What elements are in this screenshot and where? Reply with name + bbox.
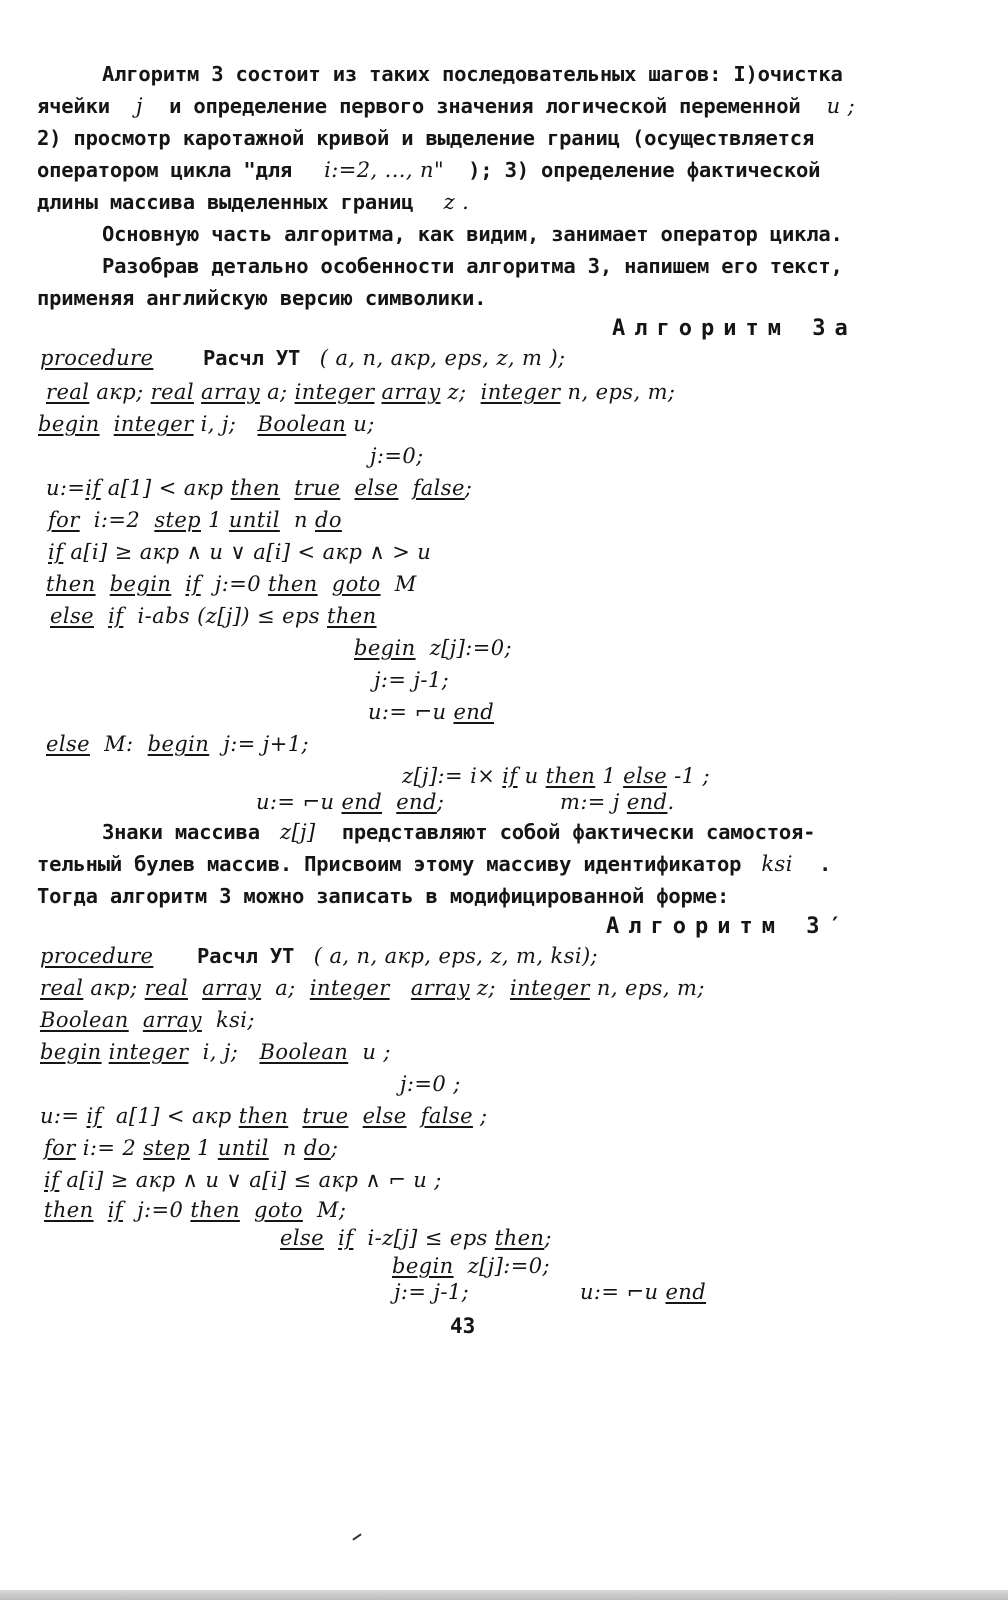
keyword: real xyxy=(144,976,188,1000)
code-text xyxy=(382,790,396,814)
keyword: if xyxy=(502,764,518,788)
algorithm-3a-line xyxy=(256,790,444,814)
keyword: begin xyxy=(392,1254,454,1278)
intro-text: ячейки xyxy=(37,94,110,118)
keyword: procedure xyxy=(40,944,154,968)
code-text: n xyxy=(268,1136,304,1160)
code-text: i, j; xyxy=(188,1040,260,1064)
keyword: goto xyxy=(254,1198,303,1222)
intro-formula: i:=2, ..., n" xyxy=(324,158,444,182)
code-text: M xyxy=(380,572,417,596)
code-text: 1 xyxy=(201,508,229,532)
code-text: i, j; xyxy=(193,412,258,436)
middle-text: представляют собой фактически самостоя- xyxy=(341,820,816,844)
keyword: end xyxy=(341,790,383,814)
keyword: if xyxy=(86,1104,102,1128)
keyword: then xyxy=(46,572,96,596)
keyword: end xyxy=(453,700,495,724)
intro-formula: j xyxy=(136,94,143,118)
keyword: else xyxy=(354,476,399,500)
code-text xyxy=(94,1198,108,1222)
keyword: if xyxy=(108,604,124,628)
algorithm-3a-line xyxy=(402,764,710,788)
code-text: u; xyxy=(346,412,375,436)
keyword: false xyxy=(420,1104,473,1128)
code-text: a[i] ≥ акр ∧ u ∨ a[i] ≤ акр ∧ ⌐ u ; xyxy=(59,1168,442,1192)
keyword: else xyxy=(280,1226,324,1250)
keyword: array xyxy=(202,976,262,1000)
code-text: m:= j xyxy=(560,790,627,814)
algorithm-3prime-line xyxy=(40,944,598,968)
stray-mark xyxy=(352,1533,361,1540)
algorithm-3prime-line xyxy=(40,976,705,1000)
code-text xyxy=(324,1226,338,1250)
code-text xyxy=(240,1198,254,1222)
code-text xyxy=(288,1104,302,1128)
code-text xyxy=(398,476,412,500)
code-text: z[j]:= i× xyxy=(402,764,503,788)
keyword: true xyxy=(294,476,341,500)
middle-formula: z[j] xyxy=(280,820,316,844)
code-text xyxy=(100,412,114,436)
algorithm-3prime-line xyxy=(44,1198,346,1222)
keyword: true xyxy=(302,1104,349,1128)
keyword: else xyxy=(46,732,90,756)
algorithm-3a-line xyxy=(46,572,417,596)
algorithm-3a-line xyxy=(48,540,431,564)
algorithm-3a-line xyxy=(46,380,675,404)
code-text: z; xyxy=(440,380,481,404)
code-text: ; xyxy=(472,1104,488,1128)
procedure-args: ( a, n, акр, eps, z, m ); xyxy=(319,346,566,370)
algorithm-3a-line xyxy=(368,700,494,724)
middle-line-2 xyxy=(37,852,831,876)
code-text: u:= xyxy=(46,476,86,500)
keyword: then xyxy=(327,604,377,628)
keyword: array xyxy=(410,976,470,1000)
algorithm-3prime-line xyxy=(40,1040,391,1064)
code-text xyxy=(407,1104,421,1128)
keyword: end xyxy=(396,790,437,814)
keyword: else xyxy=(50,604,94,628)
middle-text: Знаки массива xyxy=(102,820,260,844)
keyword: array xyxy=(201,380,261,404)
keyword: do xyxy=(303,1136,331,1160)
keyword: until xyxy=(217,1136,269,1160)
procedure-name: Расчл УТ xyxy=(203,346,301,370)
code-text: u:= ⌐u xyxy=(580,1280,666,1304)
algorithm-3a-line: j:= j-1; xyxy=(374,668,450,692)
procedure-name: Расчл УТ xyxy=(197,944,295,968)
intro-text: длины массива выделенных границ xyxy=(37,190,414,214)
code-text xyxy=(390,976,411,1000)
middle-text: . xyxy=(818,852,832,876)
intro-text: оператором цикла "для xyxy=(37,158,292,182)
algorithm-3a-line xyxy=(354,636,512,660)
code-text: 1 xyxy=(189,1136,218,1160)
algorithm-3prime-line xyxy=(40,1104,488,1128)
keyword: until xyxy=(228,508,280,532)
code-text: u:= ⌐u xyxy=(368,700,454,724)
code-text: M: xyxy=(89,732,148,756)
code-text xyxy=(96,572,110,596)
intro-formula: u ; xyxy=(826,94,856,118)
code-text: z[j]:=0; xyxy=(415,636,512,660)
code-text xyxy=(340,476,354,500)
keyword: if xyxy=(338,1226,354,1250)
code-text: акр; xyxy=(89,380,151,404)
code-text: j:=0 xyxy=(200,572,269,596)
code-text: j:= j+1; xyxy=(209,732,309,756)
keyword: then xyxy=(238,1104,289,1128)
algorithm-3prime-line: j:= j-1; xyxy=(394,1280,470,1304)
keyword: integer xyxy=(294,380,375,404)
code-text: . xyxy=(667,790,675,814)
keyword: then xyxy=(190,1198,240,1222)
code-text: u:= xyxy=(40,1104,87,1128)
code-text: акр; xyxy=(83,976,145,1000)
intro-formula: z . xyxy=(443,190,470,214)
keyword: begin xyxy=(354,636,416,660)
intro-line-6: Основную часть алгоритма, как видим, занимает оператор цикла. xyxy=(102,222,843,246)
middle-formula: ksi xyxy=(761,852,793,876)
algorithm-3a-line: j:=0; xyxy=(370,444,424,468)
code-text: ; xyxy=(436,790,445,814)
keyword: if xyxy=(185,572,201,596)
code-text: i-abs (z[j]) ≤ eps xyxy=(123,604,327,628)
code-text: n xyxy=(279,508,315,532)
keyword: integer xyxy=(309,976,390,1000)
keyword: do xyxy=(315,508,342,532)
algorithm-3a-line xyxy=(40,346,566,370)
keyword: begin xyxy=(38,412,100,436)
algorithm-3a-title: Алгоритм 3а xyxy=(612,316,857,341)
page-number: 43 xyxy=(450,1314,476,1338)
keyword: Boolean xyxy=(259,1040,349,1064)
algorithm-3a-line xyxy=(46,732,309,756)
code-text: a[i] ≥ акр ∧ u ∨ a[i] < акр ∧ > u xyxy=(63,540,432,564)
code-text: a[1] < акр xyxy=(100,476,231,500)
middle-line-1 xyxy=(102,820,815,844)
code-text xyxy=(188,976,202,1000)
code-text: ; xyxy=(330,1136,339,1160)
keyword: false xyxy=(412,476,465,500)
code-text: ; xyxy=(464,476,473,500)
code-text: n, eps, m; xyxy=(560,380,676,404)
algorithm-3prime-line: j:=0 ; xyxy=(400,1072,461,1096)
algorithm-3a-line xyxy=(48,508,342,532)
intro-text: и определение первого значения логической переменной xyxy=(169,94,801,118)
algorithm-3prime-line xyxy=(40,1008,255,1032)
algorithm-3a-line xyxy=(46,476,472,500)
keyword: then xyxy=(230,476,281,500)
middle-line-3: Тогда алгоритм 3 можно записать в модифицированной форме: xyxy=(37,884,730,908)
keyword: procedure xyxy=(40,346,154,370)
intro-line-1: Алгоритм 3 состоит из таких последовательных шагов: I)очистка xyxy=(102,62,843,86)
algorithm-3a-line xyxy=(50,604,377,628)
keyword: integer xyxy=(113,412,194,436)
code-text: ; xyxy=(544,1226,552,1250)
keyword: begin xyxy=(147,732,210,756)
keyword: integer xyxy=(510,976,590,1000)
code-text: i-z[j] ≤ eps xyxy=(353,1226,495,1250)
keyword: then xyxy=(268,572,318,596)
code-text: z[j]:=0; xyxy=(453,1254,550,1278)
keyword: real xyxy=(46,380,90,404)
algorithm-3a-line xyxy=(38,412,375,436)
code-text: ksi; xyxy=(201,1008,255,1032)
keyword: if xyxy=(44,1168,60,1192)
code-text xyxy=(194,380,201,404)
code-text xyxy=(280,476,294,500)
algorithm-3a-line xyxy=(560,790,675,814)
keyword: else xyxy=(362,1104,407,1128)
intro-line-7: Разобрав детально особенности алгоритма 3, напишем его текст, xyxy=(102,254,843,278)
code-text: u xyxy=(517,764,546,788)
code-text xyxy=(94,604,108,628)
keyword: integer xyxy=(480,380,561,404)
code-text: u:= ⌐u xyxy=(256,790,342,814)
keyword: for xyxy=(44,1136,76,1160)
middle-text: тельный булев массив. Присвоим этому массиву идентификатор xyxy=(37,852,742,876)
scan-edge xyxy=(0,1590,1008,1600)
code-text: z; xyxy=(469,976,511,1000)
keyword: else xyxy=(623,764,668,788)
keyword: for xyxy=(48,508,80,532)
intro-line-2 xyxy=(37,94,855,118)
keyword: real xyxy=(40,976,84,1000)
intro-line-5 xyxy=(37,190,469,214)
code-text xyxy=(171,572,185,596)
keyword: integer xyxy=(108,1040,189,1064)
code-text: a[1] < акр xyxy=(101,1104,239,1128)
code-text xyxy=(348,1104,362,1128)
algorithm-3prime-line xyxy=(44,1168,442,1192)
code-text xyxy=(102,1040,109,1064)
intro-line-8: применяя английскую версию символики. xyxy=(37,286,487,310)
keyword: step xyxy=(143,1136,190,1160)
code-text: -1 ; xyxy=(667,764,710,788)
code-text: i:= 2 xyxy=(75,1136,144,1160)
code-text xyxy=(129,1008,143,1032)
algorithm-3prime-line xyxy=(580,1280,706,1304)
algorithm-3prime-title: Алгоритм 3′ xyxy=(606,914,851,939)
code-text: i:=2 xyxy=(79,508,155,532)
code-text: 1 xyxy=(595,764,624,788)
intro-line-3: 2) просмотр каротажной кривой и выделение границ (осуществляется xyxy=(37,126,815,150)
keyword: real xyxy=(150,380,194,404)
intro-line-4 xyxy=(37,158,820,182)
keyword: if xyxy=(85,476,101,500)
keyword: then xyxy=(44,1198,94,1222)
algorithm-3prime-line xyxy=(44,1136,338,1160)
procedure-args: ( a, n, акр, eps, z, m, ksi); xyxy=(313,944,599,968)
code-text xyxy=(318,572,332,596)
keyword: if xyxy=(107,1198,123,1222)
algorithm-3prime-line xyxy=(392,1254,550,1278)
keyword: end xyxy=(626,790,668,814)
keyword: step xyxy=(154,508,201,532)
code-text: n, eps, m; xyxy=(589,976,705,1000)
keyword: array xyxy=(381,380,441,404)
keyword: end xyxy=(665,1280,707,1304)
code-text: a; xyxy=(260,380,295,404)
keyword: then xyxy=(545,764,596,788)
keyword: if xyxy=(48,540,64,564)
keyword: Boolean xyxy=(40,1008,129,1032)
keyword: array xyxy=(142,1008,202,1032)
keyword: begin xyxy=(40,1040,102,1064)
code-text: M; xyxy=(302,1198,347,1222)
code-text: j:=0 xyxy=(122,1198,191,1222)
code-text: u ; xyxy=(348,1040,391,1064)
keyword: Boolean xyxy=(257,412,347,436)
algorithm-3prime-line xyxy=(280,1226,552,1250)
keyword: begin xyxy=(109,572,172,596)
code-text: a; xyxy=(261,976,310,1000)
intro-text: ); 3) определение фактической xyxy=(468,158,821,182)
keyword: goto xyxy=(331,572,381,596)
keyword: then xyxy=(494,1226,545,1250)
